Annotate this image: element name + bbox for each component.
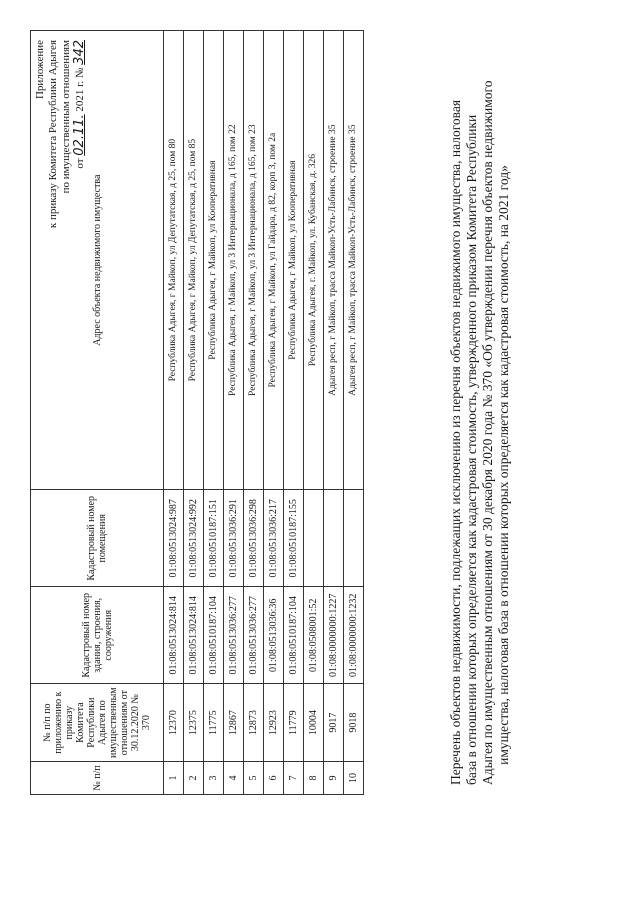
cell-room-cadastral: 01:08:0513024:987 <box>164 490 184 587</box>
cell-room-cadastral <box>344 490 364 587</box>
header-room-cadastral: Кадастровый номер помещения <box>31 490 164 587</box>
cell-address: Республика Адыгея, г Майкоп, ул 3 Интернационала, д 165, пом 23 <box>244 31 264 490</box>
header-address: Адрес объекта недвижимого имущества <box>31 31 164 490</box>
cell-number: 2 <box>184 762 204 795</box>
property-table <box>30 30 364 795</box>
title-line-1: Перечень объектов недвижимости, подлежащих исключению из перечня объектов недвижимого имущества, налоговая <box>448 99 463 785</box>
cell-building-cadastral: 01:08:0510187:104 <box>284 587 304 684</box>
cell-address: Республика Адыгея, г Майкоп, ул Кооперативная <box>284 31 304 490</box>
cell-address: Республика Адыгея, г Майкоп, ул 3 Интернационала, д 165, пом 22 <box>224 31 244 490</box>
cell-order-number: 10004 <box>304 684 324 762</box>
cell-building-cadastral: 01:08:0513036:36 <box>264 587 284 684</box>
appendix-line-1: Приложение <box>34 40 46 100</box>
appendix-number: 342 <box>72 40 87 65</box>
cell-room-cadastral <box>324 490 344 587</box>
appendix-date: 02.11. <box>72 114 87 156</box>
cell-order-number: 12873 <box>244 684 264 762</box>
cell-order-number: 12923 <box>264 684 284 762</box>
cell-order-number: 9017 <box>324 684 344 762</box>
cell-order-number: 11779 <box>284 684 304 762</box>
table-row <box>184 31 204 795</box>
cell-order-number: 12375 <box>184 684 204 762</box>
cell-number: 3 <box>204 762 224 795</box>
title-line-4: имущества, налоговая база в отношении которых определяется как кадастровая стоимость, на 2021 год» <box>496 165 511 765</box>
cell-number: 10 <box>344 762 364 795</box>
cell-number: 5 <box>244 762 264 795</box>
cell-order-number: 11775 <box>204 684 224 762</box>
appendix-from: от <box>74 158 86 169</box>
cell-number: 8 <box>304 762 324 795</box>
header-order-number: № п/п по приложению к приказу Комитета Республики Адыгея по имущественным отношениям от 30.12.2020 № 370 <box>31 684 164 762</box>
cell-room-cadastral: 01:08:0510187:151 <box>204 490 224 587</box>
table-row <box>224 31 244 795</box>
table-row <box>244 31 264 795</box>
cell-number: 6 <box>264 762 284 795</box>
cell-building-cadastral: 01:08:0000000:1227 <box>324 587 344 684</box>
cell-room-cadastral: 01:08:0513024:992 <box>184 490 204 587</box>
appendix-year: 2021 г. № <box>74 67 86 112</box>
cell-room-cadastral: 01:08:0513036:291 <box>224 490 244 587</box>
cell-order-number: 12370 <box>164 684 184 762</box>
cell-address: Республика Адыгея, г Майкоп, ул Кооперативная <box>204 31 224 490</box>
cell-room-cadastral <box>304 490 324 587</box>
header-building-cadastral: Кадастровый номер здания, строения, сооружения <box>31 587 164 684</box>
cell-address: Адыгея респ, г Майкоп, трасса Майкоп-Усть-Лабинск, строение 35 <box>324 31 344 490</box>
table-header-row <box>31 31 164 795</box>
cell-room-cadastral: 01:08:0513036:217 <box>264 490 284 587</box>
cell-number: 4 <box>224 762 244 795</box>
table-row <box>204 31 224 795</box>
appendix-line-3: по имущественным отношениям <box>60 40 72 194</box>
cell-room-cadastral: 01:08:0513036:298 <box>244 490 264 587</box>
cell-building-cadastral: 01:08:0513024:814 <box>164 587 184 684</box>
cell-address: Республика Адыгея, г Майкоп, ул Депутатская, д 25, пом 80 <box>164 31 184 490</box>
cell-address: Адыгея респ, г Майкоп, трасса Майкоп-Усть-Лабинск, строение 35 <box>344 31 364 490</box>
cell-number: 7 <box>284 762 304 795</box>
cell-building-cadastral: 01:08:0513036:277 <box>224 587 244 684</box>
cell-building-cadastral: 01:08:0000000:1232 <box>344 587 364 684</box>
table-row <box>344 31 364 795</box>
cell-building-cadastral: 01:08:0510187:104 <box>204 587 224 684</box>
cell-address: Республика Адыгея, г Майкоп, ул Депутатская, д 25, пом 85 <box>184 31 204 490</box>
cell-address: Республика Адыгея, г. Майкоп, ул. Кубанская, д. 326 <box>304 31 324 490</box>
table-body <box>164 31 364 795</box>
table-row <box>264 31 284 795</box>
cell-order-number: 12867 <box>224 684 244 762</box>
table-row <box>284 31 304 795</box>
appendix-line-2: к приказу Комитета Республики Адыгея <box>47 40 59 229</box>
cell-building-cadastral: 01:08:0513024:814 <box>184 587 204 684</box>
title-line-3: Адыгея по имущественным отношениям от 30 декабря 2020 года № 370 «Об утверждении перечня объектов недвижимого <box>480 80 495 785</box>
cell-address: Республика Адыгея, г Майкоп, ул Гайдара, д 82, корп 3, пом 2а <box>264 31 284 490</box>
cell-building-cadastral: 01:08:0508001:52 <box>304 587 324 684</box>
title-line-2: база в отношении которых определяется как кадастровая стоимость, утвержденного приказом Комитета Республики <box>464 114 479 785</box>
table-row <box>304 31 324 795</box>
table-row <box>324 31 344 795</box>
table-row <box>164 31 184 795</box>
header-number: № п/п <box>31 762 164 795</box>
cell-order-number: 9018 <box>344 684 364 762</box>
cell-number: 9 <box>324 762 344 795</box>
cell-room-cadastral: 01:08:0510187:155 <box>284 490 304 587</box>
cell-building-cadastral: 01:08:0513036:277 <box>244 587 264 684</box>
cell-number: 1 <box>164 762 184 795</box>
document-title <box>448 80 512 785</box>
